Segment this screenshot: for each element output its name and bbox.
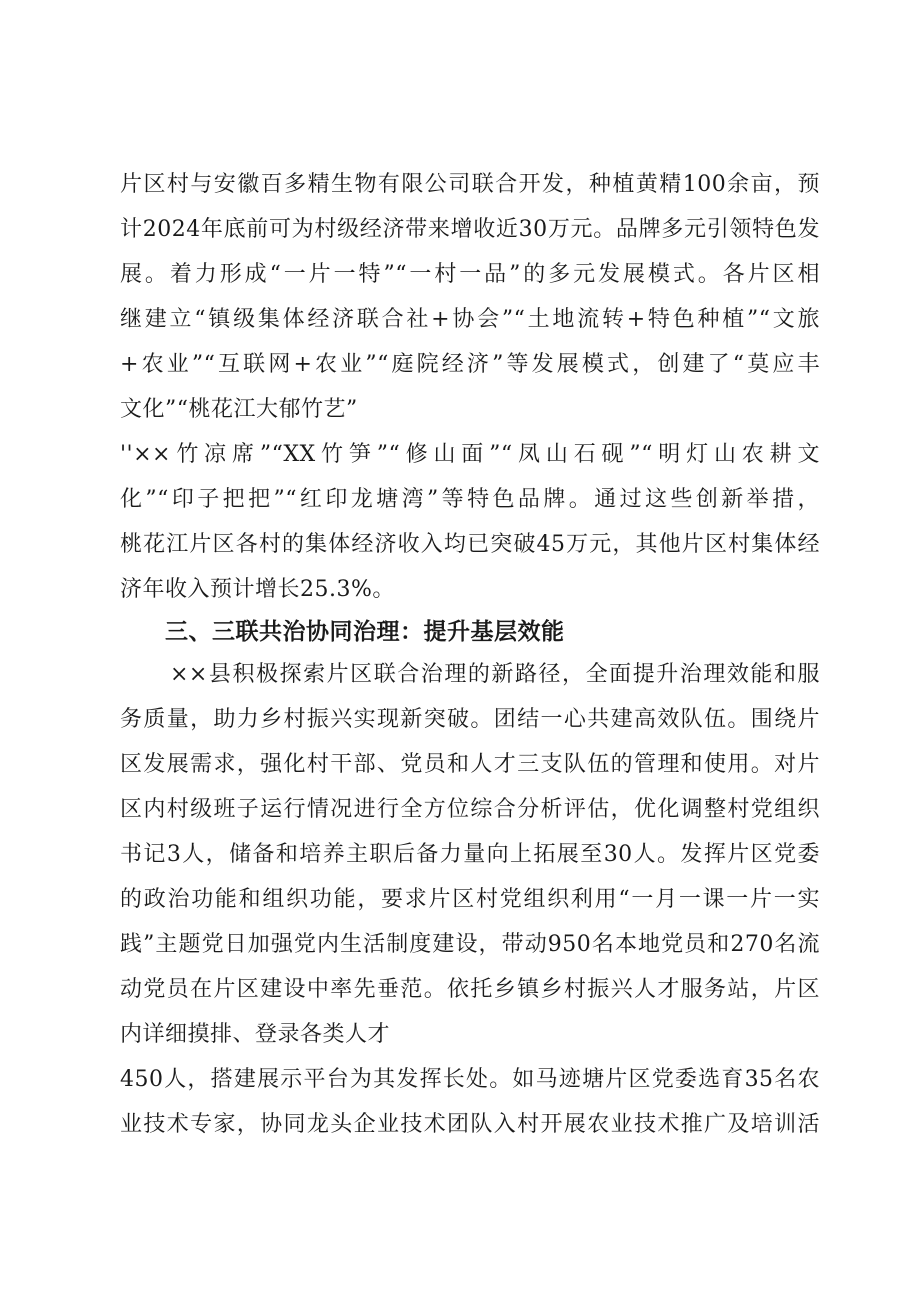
body-text-line: 践”主题党日加强党内生活制度建设，带动950名本地党员和270名流 bbox=[120, 932, 820, 957]
body-text-line: 动党员在片区建设中率先垂范。依托乡镇乡村振兴人才服务站，片区 bbox=[120, 977, 820, 1002]
body-text-line: 济年收入预计增长25.3%。 bbox=[120, 577, 395, 602]
body-text-line: ''××竹凉席”“XX竹笋”“修山面”“凤山石砚”“明灯山农耕文 bbox=[120, 442, 820, 467]
body-text-line: +农业”“互联网+农业”“庭院经济”等发展模式，创建了“莫应丰 bbox=[120, 352, 820, 377]
body-text-line: 内详细摸排、登录各类人才 bbox=[120, 1022, 391, 1047]
body-text-line: 计2024年底前可为村级经济带来增收近30万元。品牌多元引领特色发 bbox=[120, 217, 820, 242]
body-text-line: 片区村与安徽百多精生物有限公司联合开发，种植黄精100余亩，预 bbox=[120, 172, 820, 197]
section-heading: 三、三联共治协同治理：提升基层效能 bbox=[165, 619, 565, 645]
body-text-line: 继建立“镇级集体经济联合社+协会”“土地流转+特色种植”“文旅 bbox=[120, 307, 820, 332]
body-text-line: 450人，搭建展示平台为其发挥长处。如马迹塘片区党委选育35名农 bbox=[120, 1067, 820, 1092]
body-text-line: 展。着力形成“一片一特”“一村一品”的多元发展模式。各片区相 bbox=[120, 262, 820, 287]
body-text-line: 务质量，助力乡村振兴实现新突破。团结一心共建高效队伍。围绕片 bbox=[120, 707, 820, 732]
body-text-line: ××县积极探索片区联合治理的新路径，全面提升治理效能和服 bbox=[170, 662, 820, 687]
body-text-line: 区发展需求，强化村干部、党员和人才三支队伍的管理和使用。对片 bbox=[120, 752, 820, 777]
body-text-line: 业技术专家，协同龙头企业技术团队入村开展农业技术推广及培训活 bbox=[120, 1112, 820, 1137]
body-text-line: 书记3人，储备和培养主职后备力量向上拓展至30人。发挥片区党委 bbox=[120, 842, 820, 867]
body-text-line: 化”“印子把把”“红印龙塘湾”等特色品牌。通过这些创新举措， bbox=[120, 487, 820, 512]
body-text-line: 桃花江片区各村的集体经济收入均已突破45万元，其他片区村集体经 bbox=[120, 532, 820, 557]
body-text-line: 区内村级班子运行情况进行全方位综合分析评估，优化调整村党组织 bbox=[120, 797, 820, 822]
body-text-line: 文化”“桃花江大郁竹艺” bbox=[120, 397, 358, 422]
body-text-line: 的政治功能和组织功能，要求片区村党组织利用“一月一课一片一实 bbox=[120, 887, 820, 912]
